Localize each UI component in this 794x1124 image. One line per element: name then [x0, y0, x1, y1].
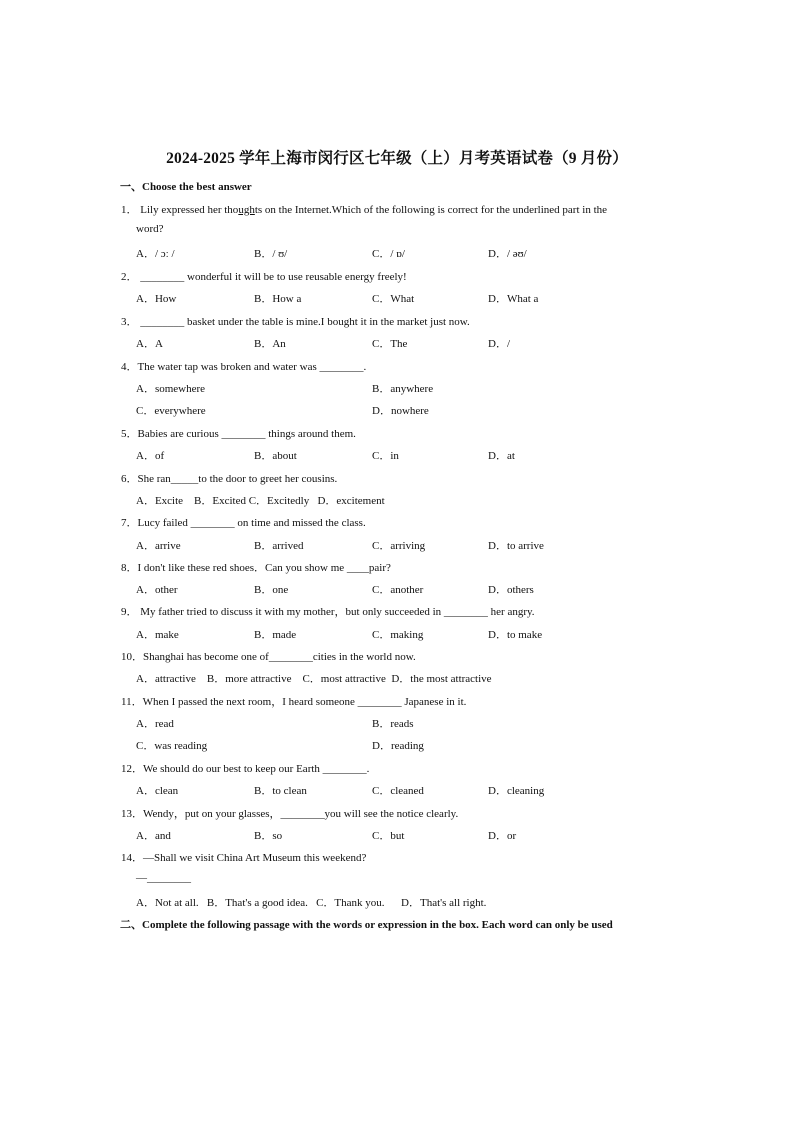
option-d: D．/	[488, 338, 510, 350]
exam-title: 2024-2025 学年上海市闵行区七年级（上）月考英语试卷（9 月份）	[166, 150, 628, 167]
option-b: B．arrived	[254, 540, 304, 552]
section-heading-2: 二、Complete the following passage with the words or expression in the box. Each word can only be used	[120, 919, 613, 931]
question-12-options	[136, 782, 696, 798]
option-a: A．read	[136, 718, 174, 730]
option-b: B．to clean	[254, 785, 307, 797]
option-c: C．was reading	[136, 740, 208, 752]
option-a: A．How	[136, 293, 177, 305]
question-3: 3． ________ basket under the table is mine.I bought it in the market just now.	[121, 316, 470, 328]
option-b: B．one	[254, 584, 289, 596]
option-a: A．make	[136, 629, 179, 641]
question-1-line-2: word?	[136, 223, 164, 235]
question-10: 10．Shanghai has become one of________cities in the world now.	[121, 651, 416, 663]
option-d: D．others	[488, 584, 534, 596]
option-d: D．cleaning	[488, 785, 545, 797]
question-7: 7．Lucy failed ________ on time and missed the class.	[121, 517, 366, 529]
option-b: B．about	[254, 450, 297, 462]
question-1-text-end: ts on the Internet.Which of the following is correct for the underlined part in the	[254, 204, 608, 216]
option-c: C．in	[372, 450, 399, 462]
question-8-options	[136, 581, 696, 597]
option-b: B．How a	[254, 293, 302, 305]
option-c: C．cleaned	[372, 785, 424, 797]
question-5-options	[136, 447, 696, 463]
question-10-options	[136, 670, 696, 686]
option-c: C．/ ɒ/	[372, 248, 405, 260]
question-2: 2． ________ wonderful it will be to use reusable energy freely!	[121, 271, 407, 283]
question-11: 11．When I passed the next room，I heard someone ________ Japanese in it.	[121, 696, 467, 708]
question-6: 6．She ran_____to the door to greet her cousins.	[121, 473, 338, 485]
option-c: C．another	[372, 584, 424, 596]
option-d: D．or	[488, 830, 517, 842]
question-11-options-row-1	[136, 715, 696, 731]
option-c: C．arriving	[372, 540, 426, 552]
option-c: C．The	[372, 338, 408, 350]
question-1-options	[136, 245, 696, 261]
option-d: D．reading	[372, 740, 424, 752]
question-4-options-row-1	[136, 380, 696, 396]
question-14-options	[136, 894, 696, 910]
option-a: A．arrive	[136, 540, 181, 552]
question-13-options	[136, 827, 696, 843]
question-1-text-start: 1． Lily expressed her tho	[121, 204, 239, 216]
option-a: A．other	[136, 584, 178, 596]
question-5: 5．Babies are curious ________ things around them.	[121, 428, 356, 440]
question-1-line-1	[121, 201, 607, 217]
question-14: 14．—Shall we visit China Art Museum this weekend?	[121, 852, 367, 864]
option-c: C．making	[372, 629, 424, 641]
option-b: B．reads	[372, 718, 414, 730]
question-2-options	[136, 290, 696, 306]
question-6-options	[136, 492, 696, 508]
question-3-options	[136, 335, 696, 351]
options-inline: A．Excite B．Excited C．Excitedly D．excitement	[136, 495, 385, 507]
option-a: A．of	[136, 450, 165, 462]
option-c: C．but	[372, 830, 405, 842]
option-a: A．clean	[136, 785, 179, 797]
question-8: 8．I don't like these red shoes．Can you show me ____pair?	[121, 562, 391, 574]
question-12: 12．We should do our best to keep our Earth ________.	[121, 763, 370, 775]
option-a: A．and	[136, 830, 171, 842]
question-14-answer-line: —________	[136, 872, 191, 884]
question-11-options-row-2	[136, 737, 696, 753]
option-a: A．somewhere	[136, 383, 206, 395]
option-c: C．everywhere	[136, 405, 206, 417]
option-a: A．/ ɔː /	[136, 248, 175, 260]
option-d: D．What a	[488, 293, 539, 305]
question-9-options	[136, 626, 696, 642]
question-13: 13．Wendy，put on your glasses，________you will see the notice clearly.	[121, 808, 459, 820]
option-d: D．/ əʊ/	[488, 248, 527, 260]
options-inline: A．Not at all. B．That's a good idea. C．Thank you. D．That's all right.	[136, 897, 487, 909]
options-inline: A．attractive B．more attractive C．most attractive D．the most attractive	[136, 673, 492, 685]
question-9: 9． My father tried to discuss it with my mother，but only succeeded in ________ her angry.	[121, 606, 535, 618]
option-b: B．made	[254, 629, 297, 641]
option-d: D．at	[488, 450, 515, 462]
question-1-underlined-part: ugh	[238, 204, 255, 216]
option-d: D．to make	[488, 629, 543, 641]
option-a: A．A	[136, 338, 163, 350]
question-7-options	[136, 537, 696, 553]
option-b: B．anywhere	[372, 383, 434, 395]
option-b: B．An	[254, 338, 286, 350]
option-b: B．so	[254, 830, 283, 842]
section-heading-1: 一、Choose the best answer	[120, 181, 252, 193]
question-4-options-row-2	[136, 402, 696, 418]
option-d: D．to arrive	[488, 540, 544, 552]
question-4: 4．The water tap was broken and water was ________.	[121, 361, 367, 373]
option-d: D．nowhere	[372, 405, 429, 417]
option-b: B．/ ʊ/	[254, 248, 288, 260]
option-c: C．What	[372, 293, 415, 305]
